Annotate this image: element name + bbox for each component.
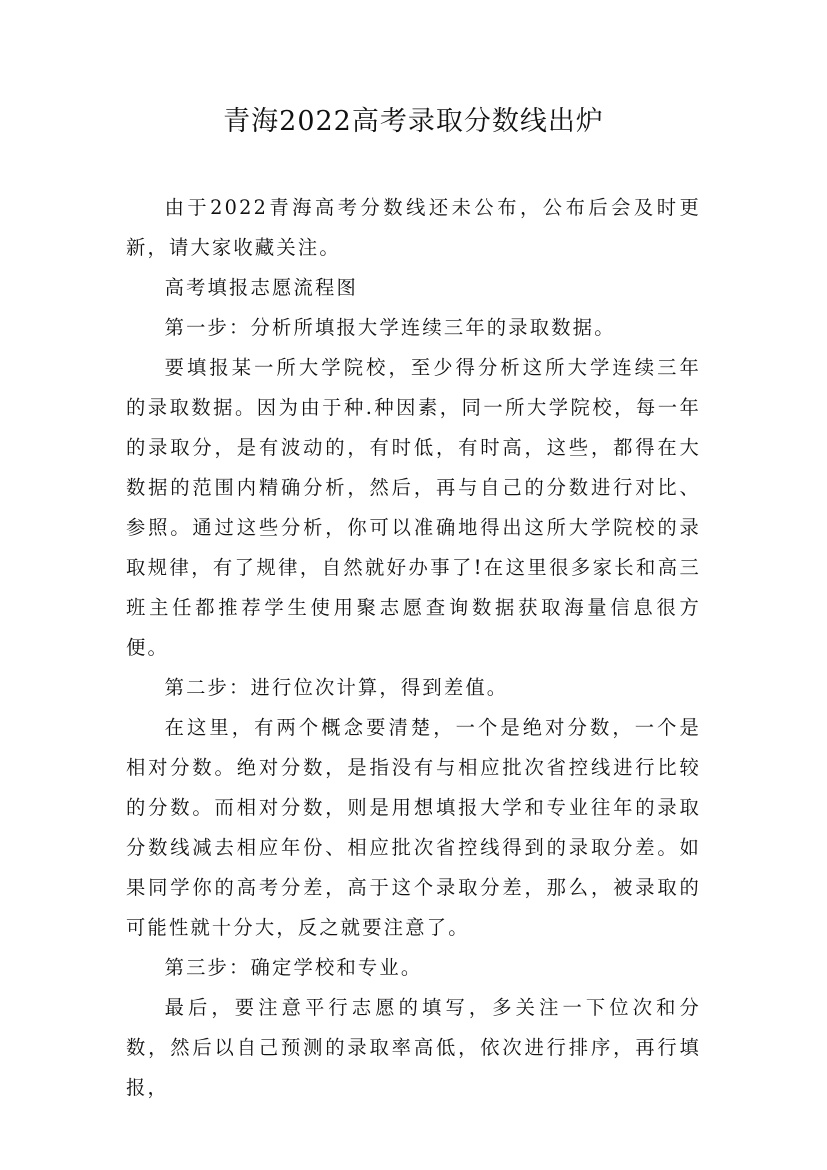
paragraph-intro: 由于2022青海高考分数线还未公布，公布后会及时更新，请大家收藏关注。 — [126, 196, 701, 259]
paragraph-step-one-heading: 第一步：分析所填报大学连续三年的录取数据。 — [164, 316, 616, 339]
paragraph-step-two-body: 在这里，有两个概念要清楚，一个是绝对分数，一个是相对分数。绝对分数，是指没有与相应批次省控线进行比较的分数。而相对分数，则是用想填报大学和专业往年的录取分数线减去相应年份、相应批次省控线得到的录取分差。如果同学你的高考分差，高于这个录取分差，那么，被录取的可能性就十分大，反之就要注意了。 — [126, 716, 701, 939]
paragraph-step-one-body: 要填报某一所大学院校，至少得分析这所大学连续三年的录取数据。因为由于种.种因素，同一所大学院校，每一年的录取分，是有波动的，有时低，有时高，这些，都得在大数据的范围内精确分析，然后，再与自己的分数进行对比、参照。通过这些分析，你可以准确地得出这所大学院校的录取规律，有了规律，自然就好办事了!在这里很多家长和高三班主任都推荐学生使用聚志愿查询数据获取海量信息很方便。 — [126, 356, 701, 659]
paragraph-step-three-heading: 第三步：确定学校和专业。 — [164, 956, 423, 979]
document-body — [126, 188, 701, 1108]
document-title: 青海2022高考录取分数线出炉 — [223, 106, 604, 137]
paragraph-flowchart-heading: 高考填报志愿流程图 — [164, 276, 358, 299]
paragraph-step-three-body: 最后，要注意平行志愿的填写，多关注一下位次和分数，然后以自己预测的录取率高低，依次进行排序，再行填报， — [126, 996, 701, 1099]
paragraph-step-two-heading: 第二步：进行位次计算，得到差值。 — [164, 676, 509, 699]
